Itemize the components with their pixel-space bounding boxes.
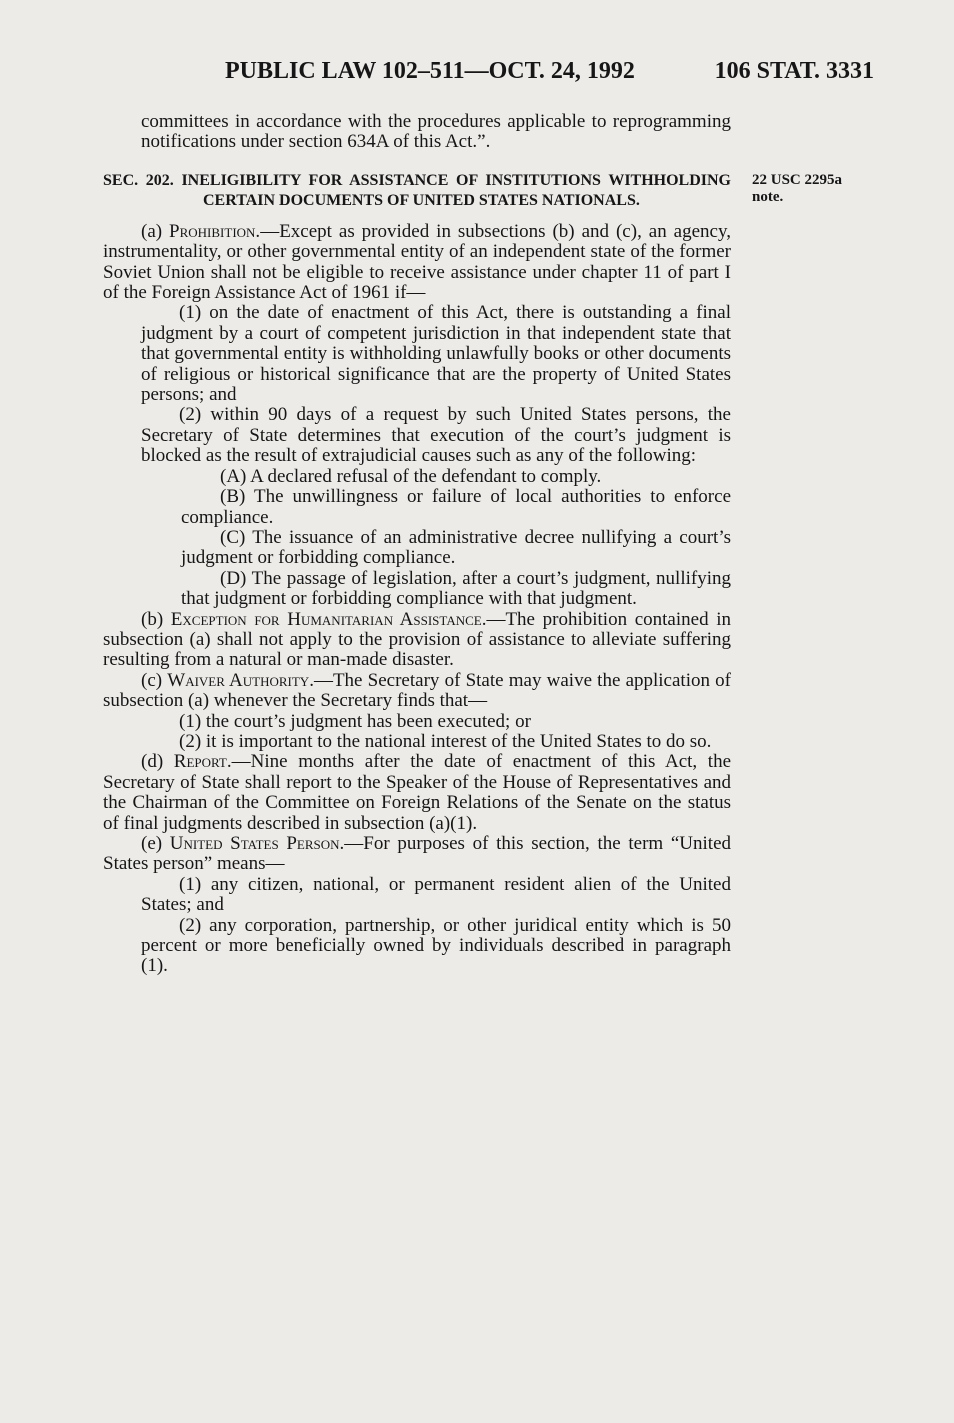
- intro-continuation: committees in accordance with the procedures applicable to reprogramming notifications under section 634A of this Act.”.: [141, 111, 731, 153]
- paragraph-a1: (1) on the date of enactment of this Act, there is outstanding a final judgment by a court of competent jurisdiction in that independent state that that governmental entity is withholding unlawfully books or other documents of religious or historical significance that are the property of United States persons; and: [141, 302, 731, 406]
- paragraph-a2: (2) within 90 days of a request by such United States persons, the Secretary of State determines that execution of the court’s judgment is blocked as the result of extrajudicial causes such as any of the following:: [141, 404, 731, 467]
- subparagraph-a-B: (B) The unwillingness or failure of local authorities to enforce compliance.: [181, 486, 731, 528]
- subparagraph-a-A: (A) A declared refusal of the defendant to comply.: [220, 465, 602, 487]
- subsection-c-heading: Waiver Authority.: [167, 669, 314, 691]
- paragraph-e1: (1) any citizen, national, or permanent resident alien of the United States; and: [141, 873, 731, 916]
- statute-page-number: 106 STAT. 3331: [714, 58, 874, 84]
- subsection-c: (c) Waiver Authority.—The Secretary of State may waive the application of subsection (a) whenever the Secretary finds that—: [103, 669, 731, 712]
- subsection-e-heading: United States Person.: [169, 833, 345, 854]
- subsection-b-heading: Exception for Humanitarian Assistance.: [170, 608, 487, 630]
- paragraph-c1: (1) the court’s judgment has been executed; or: [179, 710, 531, 732]
- section-heading: SEC. 202. INELIGIBILITY FOR ASSISTANCE OF INSTITUTIONS WITHHOLDING CERTAIN DOCUMENTS OF UNITED STATES NATIONALS.: [103, 171, 731, 210]
- subsection-e: (e) United States Person.—For purposes of this section, the term “United States person” means—: [103, 833, 731, 875]
- subsection-a-heading: Prohibition.: [169, 220, 261, 242]
- margin-note: [752, 172, 842, 206]
- paragraph-c2: (2) it is important to the national interest of the United States to do so.: [179, 730, 712, 752]
- statute-text: [103, 112, 731, 977]
- subparagraph-a-D: (D) The passage of legislation, after a court’s judgment, nullifying that judgment or forbidding compliance with that judgment.: [181, 567, 731, 610]
- margin-note-suffix: note.: [752, 189, 784, 205]
- subsection-a: (a) Prohibition.—Except as provided in subsections (b) and (c), an agency, instrumentality, or other governmental entity of an independent state of the former Soviet Union shall not be eligible to receive assistance under chapter 11 of part I of the Foreign Assistance Act of 1961 if—: [103, 220, 731, 304]
- page-header: [0, 58, 954, 98]
- subsection-d-heading: Report.: [173, 751, 232, 773]
- subsection-b: (b) Exception for Humanitarian Assistance.—The prohibition contained in subsection (a) shall not apply to the provision of assistance to alleviate suffering resulting from a natural or man-made disaster.: [103, 608, 731, 671]
- paragraph-e2: (2) any corporation, partnership, or other juridical entity which is 50 percent or more beneficially owned by individuals described in paragraph (1).: [141, 914, 731, 977]
- subsection-d: (d) Report.—Nine months after the date of enactment of this Act, the Secretary of State shall report to the Speaker of the House of Representatives and the Chairman of the Committee on Foreign Relations of the Senate on the status of final judgments described in subsection (a)(1).: [103, 751, 732, 834]
- public-law-citation: PUBLIC LAW 102–511—OCT. 24, 1992: [225, 58, 635, 84]
- subparagraph-a-C: (C) The issuance of an administrative decree nullifying a court’s judgment or forbidding compliance.: [181, 526, 731, 569]
- margin-note-citation: 22 USC 2295a: [752, 172, 843, 188]
